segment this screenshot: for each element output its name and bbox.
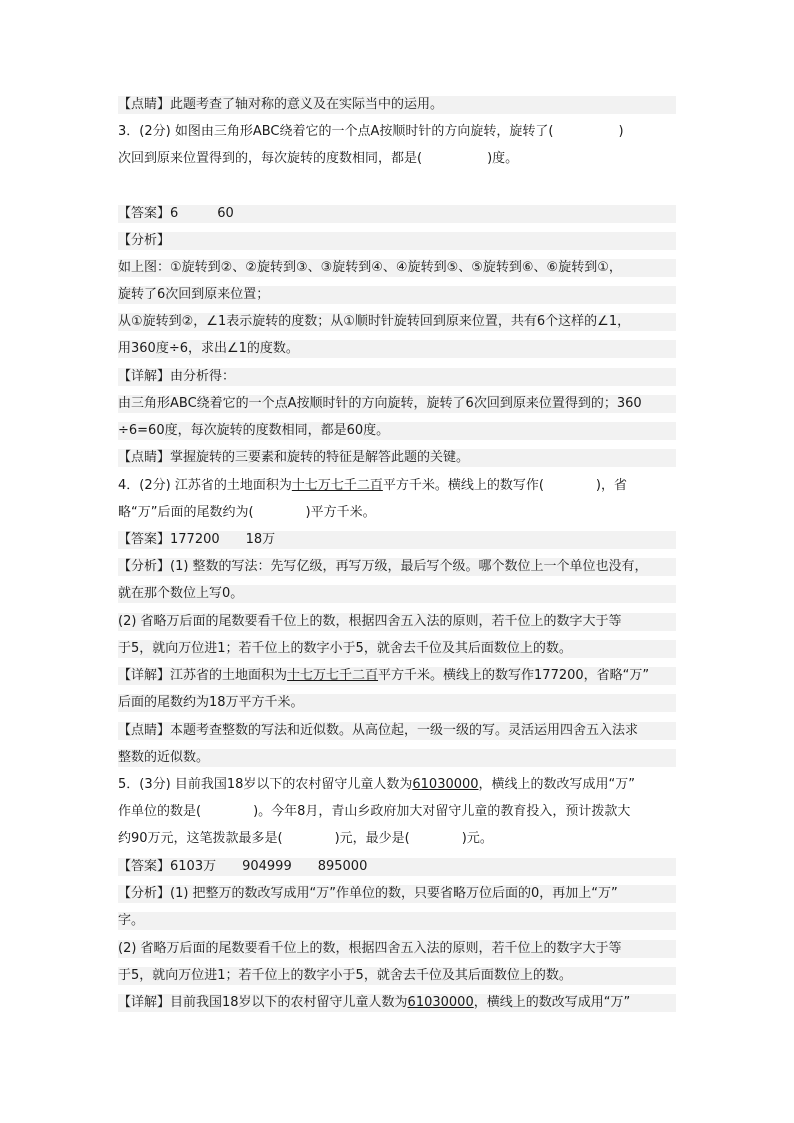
note-q4-line-1: 【点睛】本题考查整数的写法和近似数。从高位起，一级一级的写。灵活运用四舍五入法求 [118, 722, 676, 740]
answer-q3: 【答案】6 60 [118, 205, 676, 223]
detail-q5-line-1: 【详解】目前我国18岁以下的农村留守儿童人数为61030000，横线上的数改写成用“万” [118, 994, 676, 1012]
question-5-line-2: 作单位的数是( )。今年8月，青山乡政府加大对留守儿童的教育投入，预计拨款大 [118, 804, 631, 819]
detail-q3-line-2: ÷6=60度，每次旋转的度数相同，都是60度。 [118, 422, 676, 440]
underlined-number: 61030000 [412, 777, 479, 792]
note-q2: 【点睛】此题考查了轴对称的意义及在实际当中的运用。 [118, 96, 676, 114]
analysis-q4-line-1: 【分析】(1) 整数的写法：先写亿级，再写万级，最后写个级。哪个数位上一个单位也没有， [118, 558, 676, 576]
analysis-q4-line-3: (2) 省略万后面的尾数要看千位上的数，根据四舍五入法的原则，若千位上的数字大于等 [118, 613, 676, 631]
detail-q3-line-1: 由三角形ABC绕着它的一个点A按顺时针的方向旋转，旋转了6次回到原来位置得到的；360 [118, 395, 676, 413]
detail-q3-heading: 【详解】由分析得： [118, 368, 676, 386]
question-5-line-3: 约90万元，这笔拨款最多是( )元，最少是( )元。 [118, 831, 493, 846]
detail-q4-line-1: 【详解】江苏省的土地面积为十七万七千二百平方千米。横线上的数写作177200，省略“万” [118, 667, 676, 685]
analysis-q5-line-3: (2) 省略万后面的尾数要看千位上的数，根据四舍五入法的原则，若千位上的数字大于等 [118, 940, 676, 958]
underlined-number-text: 十七万七千二百 [287, 668, 379, 683]
question-3-line-1: 3．(2分) 如图由三角形ABC绕着它的一个点A按顺时针的方向旋转，旋转了( ) [118, 124, 624, 139]
answer-q4: 【答案】177200 18万 [118, 531, 676, 549]
analysis-q3-line-3: 从①旋转到②，∠1表示旋转的度数；从①顺时针旋转回到原来位置，共有6个这样的∠1， [118, 313, 676, 331]
note-q4-line-2: 整数的近似数。 [118, 749, 676, 767]
question-5-line-1: 5．(3分) 目前我国18岁以下的农村留守儿童人数为61030000，横线上的数改写成用“万” [118, 777, 636, 792]
underlined-number: 61030000 [407, 995, 474, 1010]
detail-q4-line-2: 后面的尾数约为18万平方千米。 [118, 694, 676, 712]
analysis-q4-line-4: 于5，就向万位进1；若千位上的数字小于5，就舍去千位及其后面数位上的数。 [118, 640, 676, 658]
question-4-line-2: 略“万”后面的尾数约为( )平方千米。 [118, 505, 376, 520]
analysis-q5-line-1: 【分析】(1) 把整万的数改写成用“万”作单位的数，只要省略万位后面的0，再加上“万” [118, 885, 676, 903]
underlined-number-text: 十七万七千二百 [291, 478, 383, 493]
analysis-q4-line-2: 就在那个数位上写0。 [118, 585, 676, 603]
question-3-line-2: 次回到原来位置得到的，每次旋转的度数相同，都是( )度。 [118, 151, 519, 166]
analysis-q3-heading: 【分析】 [118, 232, 676, 250]
analysis-q3-line-2: 旋转了6次回到原来位置； [118, 286, 676, 304]
note-q3: 【点睛】掌握旋转的三要素和旋转的特征是解答此题的关键。 [118, 449, 676, 467]
analysis-q5-line-4: 于5，就向万位进1；若千位上的数字小于5，就舍去千位及其后面数位上的数。 [118, 967, 676, 985]
question-4-line-1: 4．(2分) 江苏省的土地面积为十七万七千二百平方千米。横线上的数写作( )，省 [118, 478, 627, 493]
analysis-q3-line-4: 用360度÷6，求出∠1的度数。 [118, 340, 676, 358]
answer-q5: 【答案】6103万 904999 895000 [118, 858, 676, 876]
analysis-q3-line-1: 如上图：①旋转到②、②旋转到③、③旋转到④、④旋转到⑤、⑤旋转到⑥、⑥旋转到①， [118, 259, 676, 277]
analysis-q5-line-2: 字。 [118, 912, 676, 930]
